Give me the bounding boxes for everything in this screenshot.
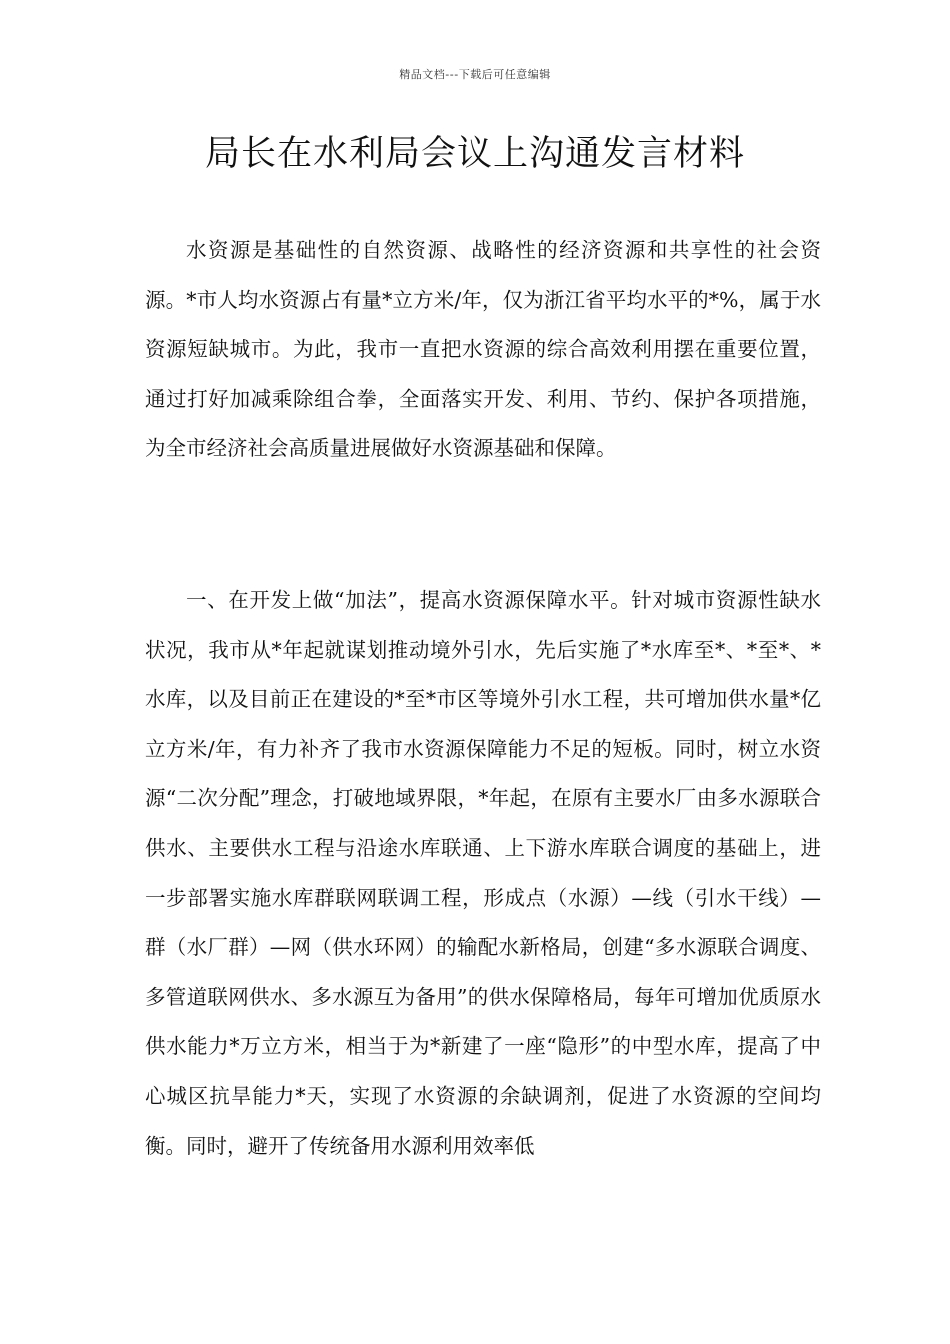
- header-note: 精品文档---下载后可任意编辑: [399, 68, 551, 81]
- paragraph-section-one: 一、在开发上做“加法”，提高水资源保障水平。针对城市资源性缺水状况，我市从*年起就谋划推动境外引水，先后实施了*水库至*、*至*、*水库，以及目前正在建设的*至*市区等境外引水工程，共可增加供水量*亿立方米/年，有力补齐了我市水资源保障能力不足的短板。同时，树立水资源“二次分配”理念，打破地域界限，*年起，在原有主要水厂由多水源联合供水、主要供水工程与沿途水库联通、上下游水库联合调度的基础上，进一步部署实施水库群联网联调工程，形成点（水源）—线（引水干线）—群（水厂群）—网（供水环网）的输配水新格局，创建“多水源联合调度、多管道联网供水、多水源互为备用”的供水保障格局，每年可增加优质原水供水能力*万立方米，相当于为*新建了一座“隐形”的中型水库，提高了中心城区抗旱能力*天，实现了水资源的余缺调剂，促进了水资源的空间均衡。同时，避开了传统备用水源利用效率低: [145, 588, 821, 1158]
- document-title: 局长在水利局会议上沟通发言材料: [204, 134, 745, 174]
- paragraph-intro: 水资源是基础性的自然资源、战略性的经济资源和共享性的社会资源。*市人均水资源占有量*立方米/年，仅为浙江省平均水平的*%，属于水资源短缺城市。为此，我市一直把水资源的综合高效利用摆在重要位置，通过打好加减乘除组合拳，全面落实开发、利用、节约、保护各项措施，为全市经济社会高质量进展做好水资源基础和保障。: [145, 238, 821, 461]
